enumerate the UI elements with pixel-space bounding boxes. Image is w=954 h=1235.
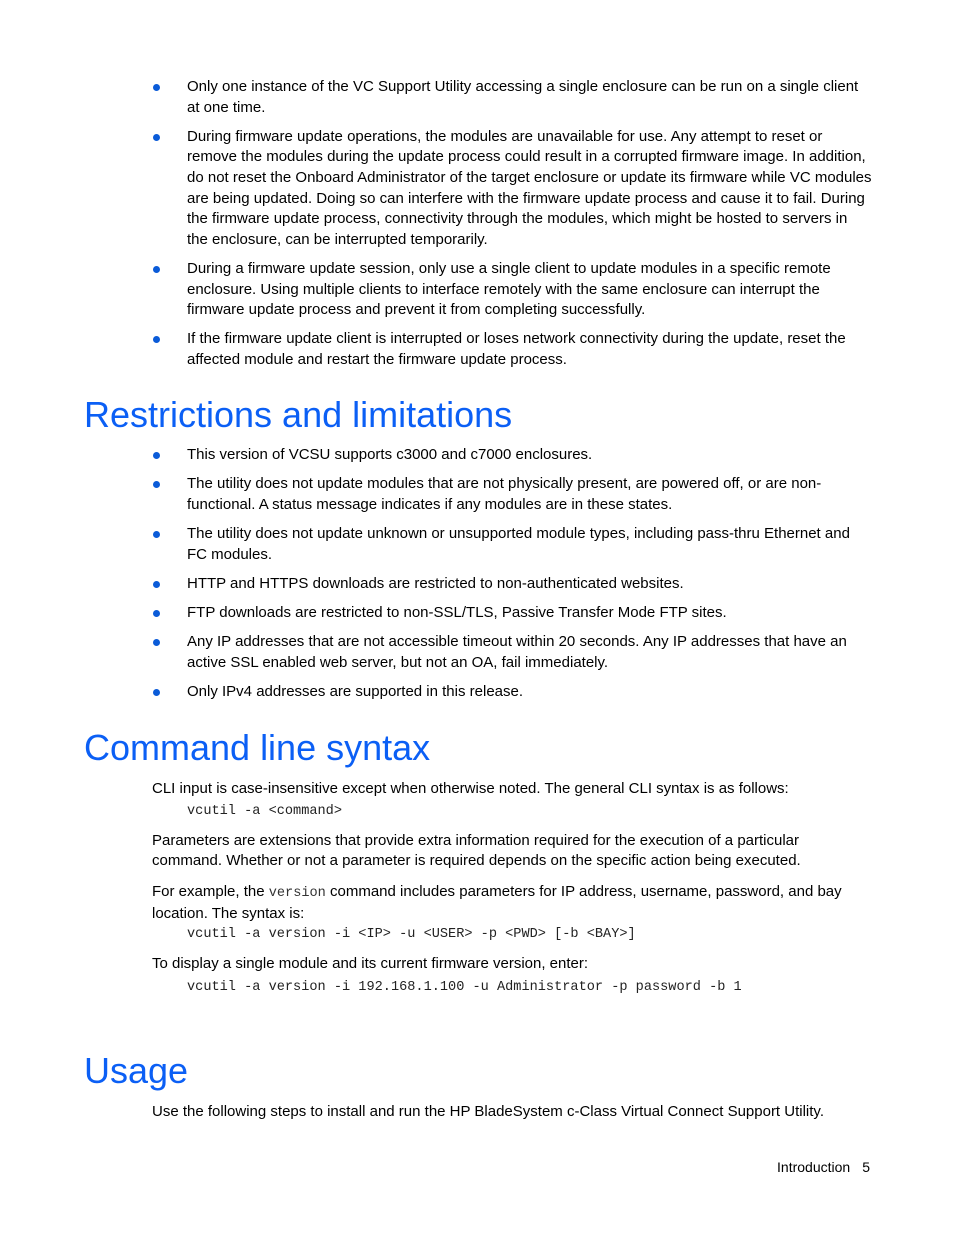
top-bullet-list <box>152 77 872 379</box>
bullet-icon <box>153 481 160 488</box>
list-item-text: The utility does not update modules that are not physically present, are powered off, or are non-functional. A status message indicates if any modules are in these states. <box>187 475 822 513</box>
syntax-heading: Command line syntax <box>84 727 431 768</box>
list-item-text: FTP downloads are restricted to non-SSL/TLS, Passive Transfer Mode FTP sites. <box>187 603 727 621</box>
list-item-text: During a firmware update session, only use a single client to update modules in a specific remote enclosure. Using multiple clients to interface remotely with the same enclosure can interrupt the firmware update process and prevent it from completing successfully. <box>187 259 831 319</box>
list-item <box>152 127 872 251</box>
list-item-text: Only one instance of the VC Support Utility accessing a single enclosure can be run on a single client at one time. <box>187 78 859 116</box>
example-text-post: command includes parameters for IP address, username, password, and bay location. The syntax is: <box>152 883 842 922</box>
list-item <box>152 574 872 595</box>
list-item <box>152 524 872 565</box>
code-example-display: vcutil -a version -i 192.168.1.100 -u Administrator -p password -b 1 <box>187 980 742 995</box>
bullet-icon <box>153 531 160 538</box>
restrictions-heading: Restrictions and limitations <box>84 394 513 435</box>
bullet-icon <box>153 610 160 617</box>
example-text-pre: For example, the <box>152 883 269 900</box>
footer-section-label: Introduction <box>777 1159 851 1175</box>
code-example-general: vcutil -a <command> <box>187 804 342 819</box>
list-item <box>152 474 872 515</box>
bullet-icon <box>153 84 160 91</box>
bullet-icon <box>153 452 160 459</box>
syntax-example-paragraph <box>152 882 872 924</box>
usage-heading: Usage <box>84 1050 189 1091</box>
restrictions-bullet-list <box>152 445 872 711</box>
list-item-text: Only IPv4 addresses are supported in this release. <box>187 682 524 700</box>
list-item <box>152 329 872 370</box>
list-item-text: The utility does not update unknown or unsupported module types, including pass-thru Ethernet and FC modules. <box>187 524 850 563</box>
syntax-params-paragraph: Parameters are extensions that provide extra information required for the execution of a particular command. Whether or not a parameter is required depends on the specific action being executed. <box>152 832 801 869</box>
bullet-icon <box>153 266 160 273</box>
list-item-text: During firmware update operations, the modules are unavailable for use. Any attempt to reset or remove the modules during the update process could result in a corrupted firmware image. In addition, do not reset the Onboard Administrator of the target enclosure or update its firmware while VC modules are being updated. Doing so can interfere with the firmware update process and cause it to fail. During the firmware update process, connectivity through the modules, which might be hosted to servers in the enclosure, can be interrupted temporarily. <box>187 127 872 248</box>
bullet-icon <box>153 134 160 141</box>
list-item <box>152 603 872 624</box>
list-item-text: Any IP addresses that are not accessible timeout within 20 seconds. Any IP addresses that have an active SSL enabled web server, but not an OA, fail immediately. <box>187 633 847 671</box>
list-item <box>152 259 872 321</box>
list-item-text: HTTP and HTTPS downloads are restricted to non-authenticated websites. <box>187 574 684 592</box>
bullet-icon <box>153 639 160 646</box>
code-example-version: vcutil -a version -i <IP> -u <USER> -p <PWD> [-b <BAY>] <box>187 927 636 942</box>
list-item <box>152 682 872 703</box>
bullet-icon <box>153 336 160 343</box>
page-footer <box>777 1158 870 1176</box>
usage-paragraph: Use the following steps to install and run the HP BladeSystem c-Class Virtual Connect Support Utility. <box>152 1103 824 1120</box>
bullet-icon <box>153 581 160 588</box>
list-item-text: If the firmware update client is interrupted or loses network connectivity during the update, reset the affected module and restart the firmware update process. <box>187 330 846 368</box>
list-item-text: This version of VCSU supports c3000 and c7000 enclosures. <box>187 446 593 463</box>
version-inline-code: version <box>268 886 326 901</box>
list-item <box>152 77 872 118</box>
list-item <box>152 632 872 673</box>
page-number: 5 <box>862 1159 870 1175</box>
list-item <box>152 445 872 466</box>
bullet-icon <box>153 689 160 696</box>
syntax-display-paragraph: To display a single module and its current firmware version, enter: <box>152 955 589 972</box>
syntax-intro: CLI input is case-insensitive except when otherwise noted. The general CLI syntax is as follows: <box>152 780 789 797</box>
